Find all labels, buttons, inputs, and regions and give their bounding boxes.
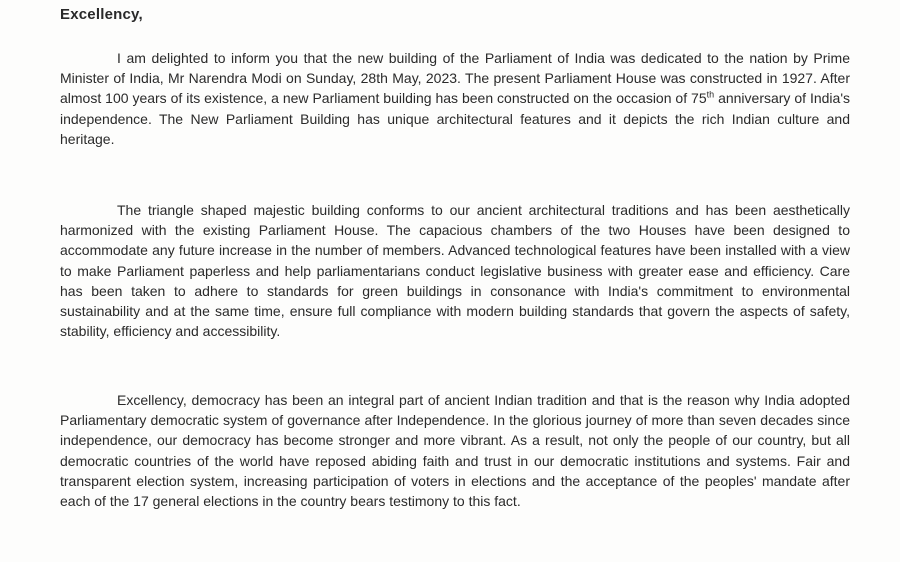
paragraph-1-text-b: anniversary of India's independence. The New Parliament Building has unique architectural features and it depicts the rich Indian culture and heritage.	[60, 90, 851, 147]
paragraph-building-features: The triangle shaped majestic building conforms to our ancient architectural traditions and has been aesthetically harmonized with the existing Parliament House. The capacious chambers of the two Houses have been designed to accommodate any future increase in the number of members. Advanced technological features have been installed with a view to make Parliament paperless and help parliamentarians conduct legislative business with greater ease and efficiency. Care has been taken to adhere to standards for green buildings in consonance with India's commitment to environmental sustainability and at the same time, ensure full compliance with modern building standards that govern the aspects of safety, stability, efficiency and accessibility.	[60, 202, 850, 340]
paragraph-1-text-a: I am delighted to inform you that the new building of the Parliament of India was dedicated to the nation by Prime Minister of India, Mr Narendra Modi on Sunday, 28th May, 2023. The present Parliament House was constructed in 1927. After almost 100 years of its existence, a new Parliament building has been constructed on the occasion of 75	[60, 50, 850, 107]
ordinal-suffix: th	[706, 89, 715, 100]
paragraph-democracy: Excellency, democracy has been an integral part of ancient Indian tradition and that is the reason why India adopted Parliamentary democratic system of governance after Independence. In the glorious journey of more than seven decades since independence, our democracy has become stronger and more vibrant. As a result, not only the people of our country, but all democratic countries of the world have reposed abiding faith and trust in our democratic institutions and systems. Fair and transparent election system, increasing participation of voters in elections and the acceptance of the peoples' mandate after each of the 17 general elections in the country bears testimony to this fact.	[60, 392, 850, 510]
paragraph-new-building	[60, 48, 850, 149]
salutation: Excellency,	[60, 6, 143, 23]
